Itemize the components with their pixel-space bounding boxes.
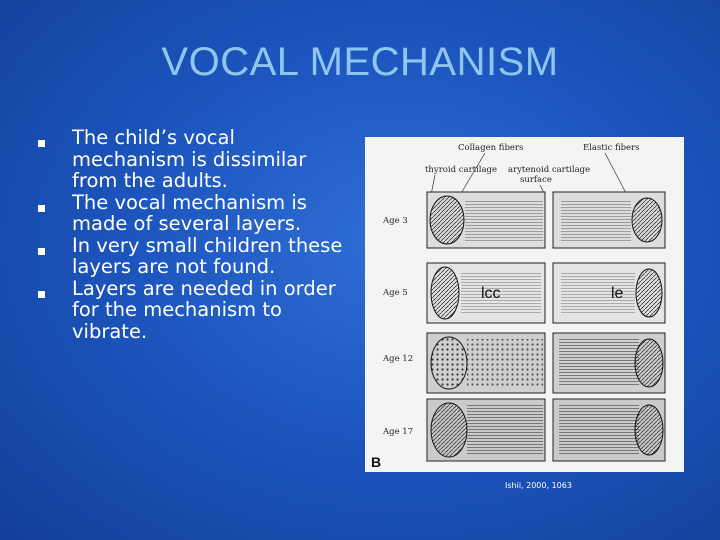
- overlay-label-lcc: lcc: [481, 285, 501, 302]
- tissue-row: [427, 263, 665, 323]
- tissue-row: [427, 333, 665, 393]
- bullet-text: The vocal mechanism is made of several layers.: [72, 190, 307, 235]
- bullet-item: [38, 278, 348, 343]
- vocal-fold-figure: [365, 137, 684, 472]
- label-thyroid-cartilage: thyroid cartilage: [425, 165, 498, 175]
- bullet-text: The child’s vocal mechanism is dissimilar from the adults.: [72, 126, 307, 192]
- slide-title: VOCAL MECHANISM: [161, 40, 559, 84]
- age-label: Age 5: [383, 288, 408, 298]
- square-bullet-icon: [38, 140, 45, 147]
- age-label: Age 3: [383, 216, 408, 226]
- square-bullet-icon: [38, 248, 45, 255]
- label-arytenoid-cartilage: arytenoid cartilage: [508, 165, 591, 175]
- square-bullet-icon: [38, 291, 45, 298]
- bullet-text: Layers are needed in order for the mechanism to vibrate.: [72, 276, 336, 343]
- label-surface: surface: [520, 175, 552, 185]
- label-collagen-fibers: Collagen fibers: [458, 143, 524, 153]
- age-label: Age 12: [383, 354, 414, 364]
- vocal-fold-illustration: [365, 137, 684, 472]
- age-label: Age 17: [383, 427, 414, 437]
- label-elastic-fibers: Elastic fibers: [583, 143, 640, 153]
- tissue-row: [427, 192, 665, 248]
- bullet-item: [38, 127, 348, 192]
- tissue-row: [427, 399, 665, 461]
- citation: Ishii, 2000, 1063: [505, 481, 572, 490]
- panel-label: B: [371, 454, 382, 470]
- bullet-text: In very small children these layers are not found.: [72, 233, 343, 278]
- bullet-item: [38, 192, 348, 235]
- bullet-list: [38, 127, 348, 342]
- square-bullet-icon: [38, 205, 45, 212]
- bullet-item: [38, 235, 348, 278]
- overlay-label-le: le: [611, 285, 624, 302]
